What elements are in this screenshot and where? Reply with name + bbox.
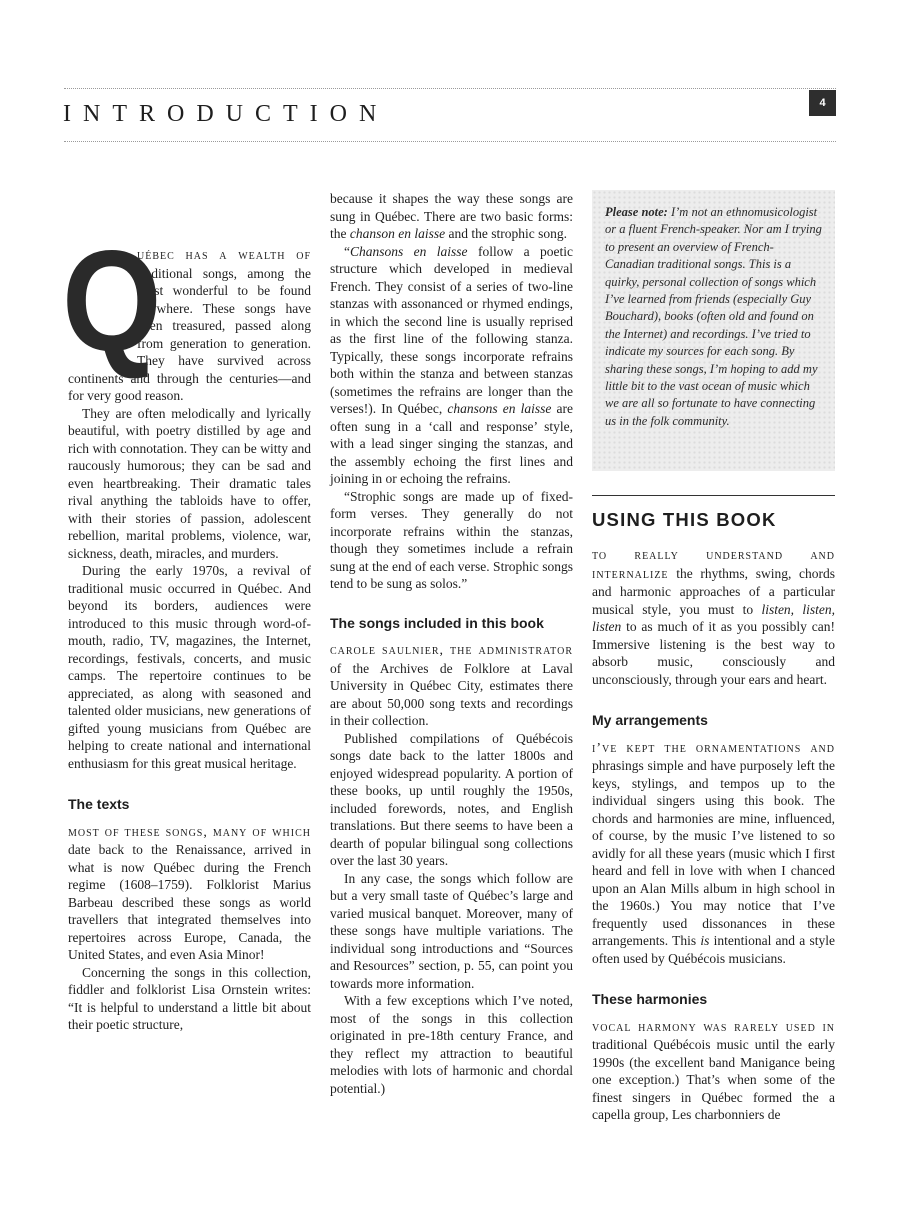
page-title: INTRODUCTION xyxy=(63,101,389,127)
section-heading-arrangements: My arrangements xyxy=(592,712,708,728)
page-number: 4 xyxy=(809,90,836,116)
body-paragraph: because it shapes the way these songs are sung in Québec. There are two basic forms: the chanson en laisse and the strophic song. xyxy=(330,191,573,241)
header-top-rule xyxy=(64,88,836,89)
section-divider xyxy=(592,495,835,496)
column-2 xyxy=(330,190,573,1097)
lead-in-smallcaps: most of these songs, many of which xyxy=(68,824,311,840)
body-paragraph: “Strophic songs are made up of fixed-form verses. They generally do not incorporate refrains within the stanzas, though they sometimes include a refrain sung at the end of each verse. Strophic songs tend to be sung as solos.” xyxy=(330,488,573,591)
body-paragraph: most of these songs, many of which date back to the Renaissance, arrived in what is now Québec during the French regime (1608–1759). Folklorist Marius Barbeau described these songs as world travellers that integrated themselves into repertoires across Europe, Canada, the United States, and even Asia Minor! xyxy=(68,824,311,962)
body-paragraph: With a few exceptions which I’ve noted, most of the songs in this collection originated in pre-18th century France, and they reflect my attraction to beautiful melodies with lots of harmonic and chordal potential.) xyxy=(330,993,573,1096)
section-heading-texts: The texts xyxy=(68,796,130,812)
body-paragraph: They are often melodically and lyrically beautiful, with poetry distilled by age and rich with connotation. They can be witty and raucously humorous; they can be sad and even heartbreaking. Their dramatic tales rival anything the tabloids have to offer, with their stories of passion, adolescent rebellion, marital problems, violence, war, sickness, death, miracles, and murders. xyxy=(68,405,311,561)
intro-paragraph: uébec has a wealth of traditional songs, among the most wonderful to be found anywhere. These songs have been treasured, passed along from generation to generation. They have survived across continents and through the centuries—and for very good reason. xyxy=(68,248,311,403)
body-paragraph: During the early 1970s, a revival of traditional music occurred in Québec. And beyond its borders, audiences were introduced to this music through word-of-mouth, radio, TV, magazines, the Internet, recordings, festivals, concerts, and music camps. The repertoire continues to be appreciated, as along with seasoned and talented older musicians, new generations of gifted young musicians from Québec are helping to create national and international enthusiasm for this great musical heritage. xyxy=(68,563,311,771)
body-paragraph: Concerning the songs in this collection, fiddler and folklorist Lisa Ornstein writes: “It is helpful to understand a little bit about their poetic structure, xyxy=(68,964,311,1032)
note-text: Please note: I’m not an ethnomusicologist or a fluent French-speaker. Nor am I trying to present an overview of French-Canadian traditional songs. This is a quirky, personal collection of songs which I’ve learned from friends (especially Guy Bouchard), books (often old and found on the Internet) and recordings. I’ve tried to indicate my sources for each song. By sharing these songs, I’m hoping to add my little bit to the vast ocean of music which we are all so fortunate to have connecting us in the folk community. xyxy=(605,205,822,428)
column-3 xyxy=(592,546,835,1124)
lead-in-smallcaps: to really understand and internalize xyxy=(592,548,835,582)
header-bottom-rule xyxy=(64,141,836,142)
note-box xyxy=(592,190,835,471)
lead-in-smallcaps: i’ve kept the ornamentations and xyxy=(592,740,835,756)
column-1 xyxy=(62,221,311,1034)
lead-in-smallcaps: uébec has a wealth of xyxy=(137,248,311,263)
section-heading-harmonies: These harmonies xyxy=(592,991,708,1007)
drop-cap: Q xyxy=(62,221,162,382)
lead-in-smallcaps: vocal harmony was rarely used in xyxy=(592,1019,835,1035)
body-paragraph: to really understand and internalize the rhythms, swing, chords and harmonic approaches of a particular musical style, you must to listen, listen, listen to as much of it as you possibly can! Immersive listening is the best way to absorb music, consciously and unconsciously, through your ears and heart. xyxy=(592,548,835,687)
note-label: Please note: xyxy=(605,205,668,219)
lead-in-smallcaps: carole saulnier, the administrator xyxy=(330,643,573,658)
body-paragraph: i’ve kept the ornamentations and phrasings simple and have purposely left the keys, stylings, and tempos up to the individual singers using this book. The chords and harmonies are mine, influenced, of course, by the music I’ve listened to so avidly for all these years (music which I first heard and fell in love with when I chanced upon an Alan Mills album in high school in the 1960s.) You may notice that I’ve frequently used dissonances in these arrangements. This is intentional and a style often used by Québécois musicians. xyxy=(592,740,835,966)
using-this-book-heading: USING THIS BOOK xyxy=(592,509,777,530)
body-paragraph: “Chansons en laisse follow a poetic structure which developed in medieval French. They consist of a series of two-line stanzas with assonanced or rhymed endings, in which the second line is usually reprised as the first line of the following stanza. Typically, these songs incorporate refrains both within the stanza and between stanzas (sometimes the refrains are longer than the verses!). In Québec, chansons en laisse are often sung in a ‘call and response’ style, with a lead singer singing the stanzas, and the assembly echoing the first lines and joining in or echoing the refrains. xyxy=(330,243,573,486)
body-paragraph: vocal harmony was rarely used in traditional Québécois music until the early 1990s (the excellent band Manigance being one exception.) That’s when some of the finest singers in Québec formed the a capella group, Les charbonniers de xyxy=(592,1019,835,1122)
body-paragraph: Published compilations of Québécois songs date back to the latter 1800s and enjoyed widespread popularity. A portion of these books, up until roughly the 1950s, included forewords, notes, and English translations. But there seems to have been a dearth of popular bilingual song collections over the last 30 years. xyxy=(330,730,573,868)
body-paragraph: carole saulnier, the administrator of the Archives de Folklore at Laval University in Québec City, estimates there are about 50,000 song texts and recordings in their collection. xyxy=(330,643,573,728)
body-paragraph: In any case, the songs which follow are but a very small taste of Québec’s large and varied musical banquet. Moreover, many of these songs have multiple variations. The individual song introductions and “Sources and Resources” section, p. 55, can point you towards more information. xyxy=(330,870,573,991)
section-heading-songs: The songs included in this book xyxy=(330,614,544,631)
